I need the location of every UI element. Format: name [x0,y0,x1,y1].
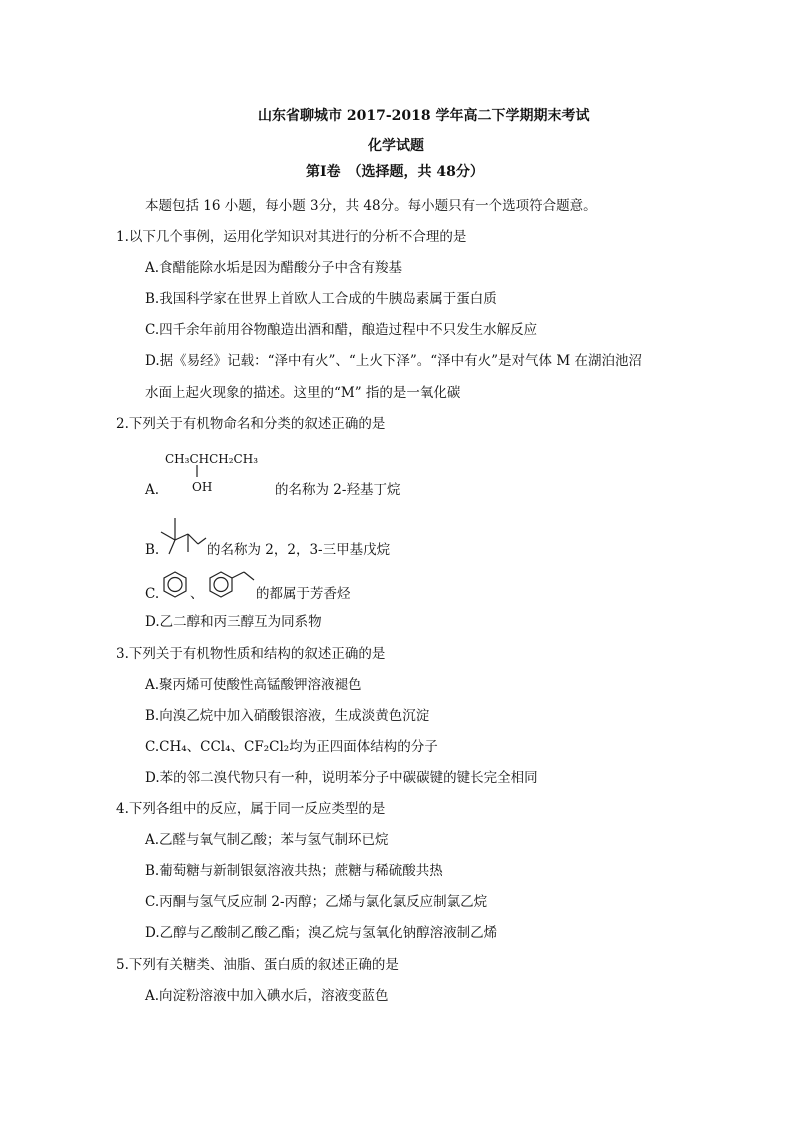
question-3-option-a: A.聚丙烯可使酸性高锰酸钾溶液褪色 [145,677,362,693]
question-4-option-d: D.乙醇与乙酸制乙酸乙酯；溴乙烷与氢氧化钠醇溶液制乙烯 [145,925,498,941]
question-1-option-d-line1: D.据《易经》记载：“泽中有火”、“上火下泽”。“泽中有火”是对气体 M 在湖泊池沼 [145,353,642,369]
question-4-option-a: A.乙醛与氧气制乙酸；苯与氢气制环已烷 [145,832,389,848]
question-1-option-b: B.我国科学家在世界上首欧人工合成的牛胰岛素属于蛋白质 [145,291,497,307]
question-4-option-c: C.丙酮与氢气反应制 2-丙醇；乙烯与氯化氯反应制氯乙烷 [145,894,488,910]
question-3-stem: 3.下列关于有机物性质和结构的叙述正确的是 [116,646,386,662]
benzene-ring-structure [162,570,188,600]
exam-title: 山东省聊城市 2017-2018 学年高二下学期期末考试 [258,108,590,124]
instructions: 本题包括 16 小题，每小题 3分，共 48分。每小题只有一个选项符合题意。 [145,198,597,214]
question-2-option-a-text: 的名称为 2-羟基丁烷 [275,482,401,498]
question-2-option-c-separator: 、 [190,586,204,602]
question-1-option-d-line2: 水面上起火现象的描述。这里的“M” 指的是一氧化碳 [145,385,461,401]
question-1-option-c: C.四千余年前用谷物酿造出酒和醋，酿造过程中不只发生水解反应 [145,322,538,338]
question-2-option-c-text: 的都属于芳香烃 [256,586,351,602]
question-3-option-b: B.向溴乙烷中加入硝酸银溶液，生成淡黄色沉淀 [145,708,430,724]
question-2-option-a-formula: CH₃CHCH₂CH₃ [165,452,259,466]
toluene-ring-structure [208,570,258,600]
question-1-option-a: A.食醋能除水垢是因为醋酸分子中含有羧基 [145,260,403,276]
question-2-option-b-prefix: B. [145,542,160,558]
question-3-option-d: D.苯的邻二溴代物只有一种，说明苯分子中碳碳键的键长完全相同 [145,770,538,786]
question-2-option-d: D.乙二醇和丙三醇互为同系物 [145,614,322,630]
subject-title: 化学试题 [368,138,424,154]
question-3-option-c: C.CH₄、CCl₄、CF₂Cl₂均为正四面体结构的分子 [145,739,438,755]
question-5-option-a: A.向淀粉溶液中加入碘水后，溶液变蓝色 [145,988,389,1004]
question-2-option-b-skeletal-structure [158,512,208,560]
question-2-option-b-text: 的名称为 2，2，3-三甲基戊烷 [207,542,391,558]
question-5-stem: 5.下列有关糖类、油脂、蛋白质的叙述正确的是 [116,957,399,973]
question-4-option-b: B.葡萄糖与新制银氨溶液共热；蔗糖与稀硫酸共热 [145,863,443,879]
question-2-option-a-bond [195,465,199,479]
question-4-stem: 4.下列各组中的反应，属于同一反应类型的是 [116,801,386,817]
question-1-stem: 1.以下几个事例，运用化学知识对其进行的分析不合理的是 [116,229,467,245]
question-2-option-c-prefix: C. [145,586,160,602]
question-2-option-a-hydroxyl: OH [192,480,213,494]
question-2-option-a-prefix: A. [145,482,160,498]
section-title: 第Ⅰ卷 （选择题，共 48分） [306,164,484,180]
question-2-stem: 2.下列关于有机物命名和分类的叙述正确的是 [116,416,386,432]
